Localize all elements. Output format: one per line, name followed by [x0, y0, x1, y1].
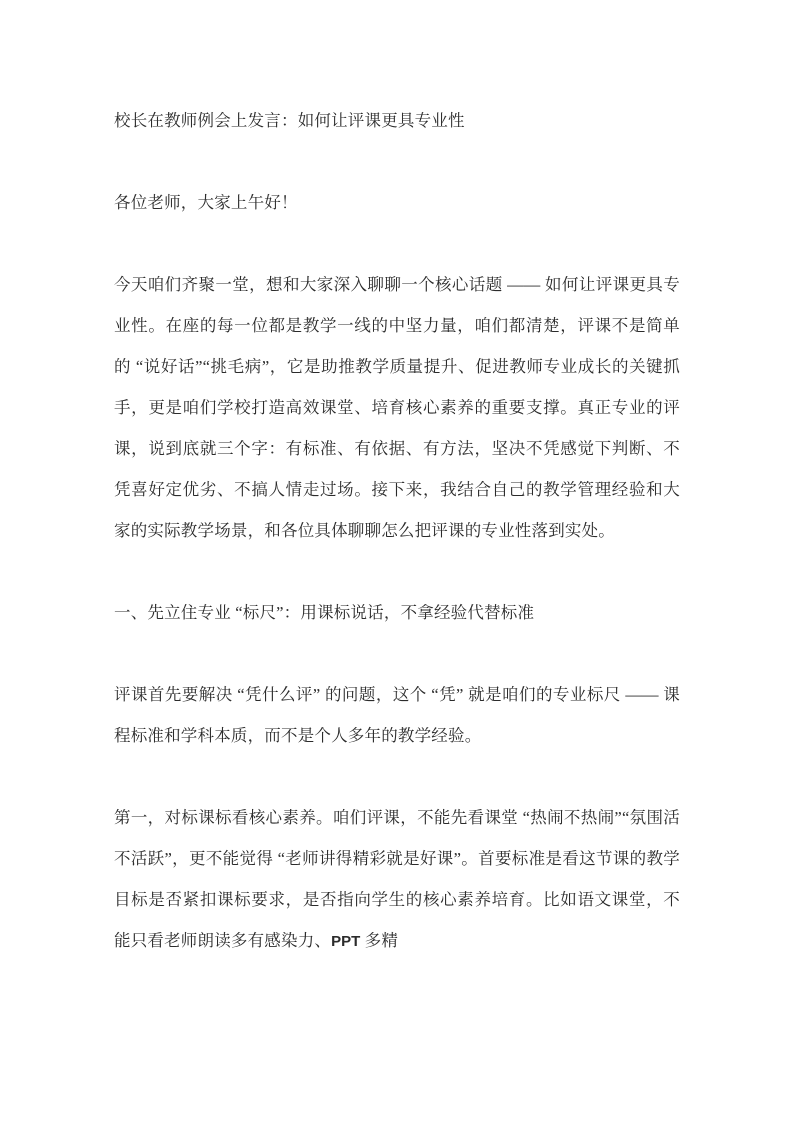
text-run: 第一，对标课标看核心素养。咱们评课，不能先看课堂 “热闹不热闹”“氛围活不活跃”，更不能觉得 “老师讲得精彩就是好课”。首要标准是看这节课的教学目标是否紧扣课标要求，是否指向学生的核心素养培育。比如语文课堂，不能只看老师朗读多有感染力、 — [114, 808, 680, 950]
section-1-heading: 一、先立住专业 “标尺”：用课标说话，不拿经验代替标准 — [114, 603, 535, 622]
document-title: 校长在教师例会上发言：如何让评课更具专业性 — [114, 111, 465, 130]
section-1-paragraph-1: 评课首先要解决 “凭什么评” 的问题，这个 “凭” 就是咱们的专业标尺 —— 课程标准和学科本质，而不是个人多年的教学经验。 — [114, 685, 680, 745]
document-body — [114, 100, 680, 962]
text-run: 多精 — [360, 931, 399, 950]
introduction-paragraph: 今天咱们齐聚一堂，想和大家深入聊聊一个核心话题 —— 如何让评课更具专业性。在座的每一位都是教学一线的中坚力量，咱们都清楚，评课不是简单的 “说好话”“挑毛病”，它是助推教学质量提升、促进教师专业成长的关键抓手，更是咱们学校打造高效课堂、培育核心素养的重要支撑。真正专业的评课，说到底就三个字：有标准、有依据、有方法，坚决不凭感觉下判断、不凭喜好定优劣、不搞人情走过场。接下来，我结合自己的教学管理经验和大家的实际教学场景，和各位具体聊聊怎么把评课的专业性落到实处。 — [114, 275, 680, 540]
greeting-paragraph: 各位老师，大家上午好！ — [114, 193, 298, 212]
section-1-paragraph-2 — [114, 797, 680, 962]
latin-acronym: PPT — [331, 933, 361, 950]
